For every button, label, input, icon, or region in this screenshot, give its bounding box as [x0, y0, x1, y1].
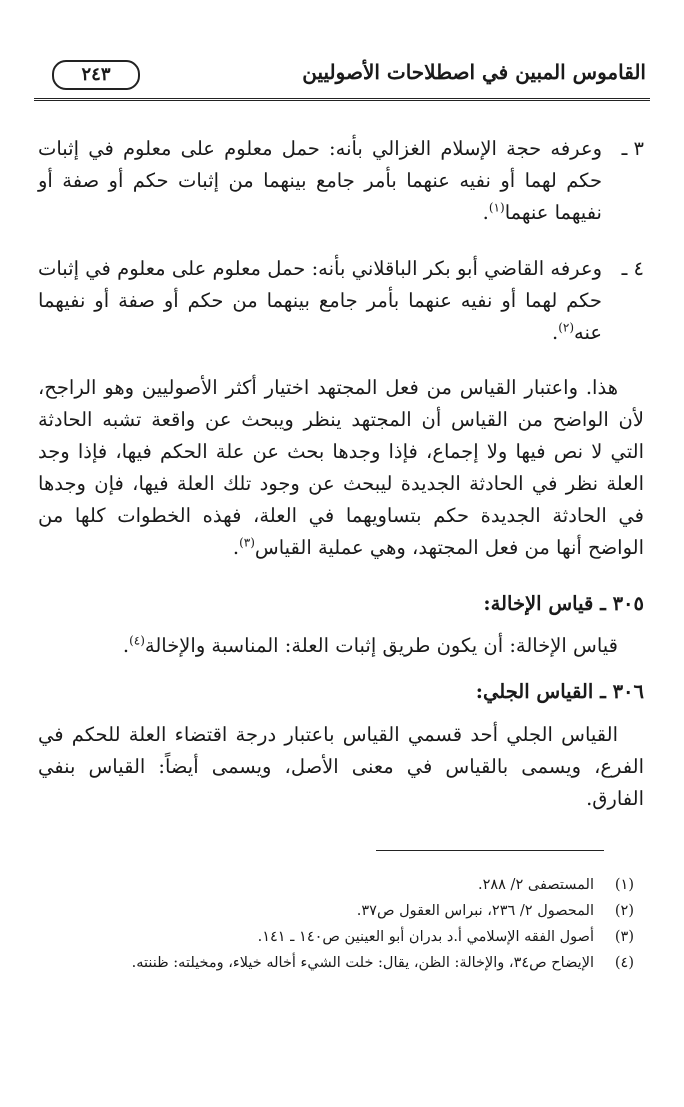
footnote-number: (٤): [614, 955, 634, 971]
footnotes: [50, 872, 634, 976]
footnote: [50, 924, 634, 950]
item-number: ٣ ـ: [621, 137, 644, 160]
footnote-number: (٢): [614, 903, 634, 919]
section-heading-306: ٣٠٦ ـ القياس الجلي:: [475, 680, 644, 703]
footnote-separator: [376, 850, 604, 851]
section-heading-305: ٣٠٥ ـ قياس الإخالة:: [483, 592, 644, 615]
section-305-text: قياس الإخالة: أن يكون طريق إثبات العلة: المناسبة والإخالة$^{(٤)}$.: [122, 633, 618, 657]
footnote: [50, 898, 634, 924]
footnote-marker: (٣): [239, 535, 255, 550]
footnote-marker: (٢): [558, 320, 575, 335]
footnote-marker: (٤): [129, 633, 145, 648]
page-number-badge: [52, 60, 140, 90]
footnote-text: الإيضاح ص٣٤، والإخالة: الظن، يقال: خلت الشيء أخاله خيلاء، ومخيلته: ظننته.: [131, 955, 594, 971]
definition-item-3: [38, 133, 644, 229]
footnote-marker: (١): [488, 200, 505, 215]
item-number: ٤ ـ: [621, 257, 644, 280]
running-title: القاموس المبين في اصطلاحات الأصوليين: [302, 60, 646, 84]
footnote-text: أصول الفقه الإسلامي أ.د بدران أبو العينين ص١٤٠ ـ ١٤١.: [257, 929, 594, 945]
footnote-text: المستصفى ٢/ ٢٨٨.: [477, 877, 594, 893]
item-text: وعرفه القاضي أبو بكر الباقلاني بأنه: حمل معلوم على معلوم في إثبات حكم لهما أو نفيه عنهما بأمر جامع بينهما من حكم أو صفة أو نفيهما عنه$^{(٢)}$.: [38, 257, 602, 344]
main-paragraph: هذا. واعتبار القياس من فعل المجتهد اختيار أكثر الأصوليين وهو الراجح، لأن الواضح من القياس أن المجتهد ينظر ويبحث عن واقعة تشبه الحادثة التي لا نص فيها ولا إجماع، فإذا وجدها بحث عن علة الحكم فيها، فإذا وجد العلة نظر في الحادثة الجديدة ليبحث عن وجود تلك العلة فيها، فإن وجدها في الحادثة الجديدة حكم بتساويهما في العلة، فهذه الخطوات كلها من الواضح أنها من فعل المجتهد، وهي عملية القياس$^{(٣)}$.: [38, 376, 644, 559]
definition-item-4: [38, 253, 644, 349]
item-text: وعرفه حجة الإسلام الغزالي بأنه: حمل معلوم على معلوم في إثبات حكم لهما أو نفيه عنهما بأمر جامع بينهما من إثبات حكم أو صفة أو نفيهما عنهما$^{(١)}$.: [38, 137, 602, 224]
footnote: [50, 950, 634, 976]
footnote-text: المحصول ٢/ ٢٣٦، نبراس العقول ص٣٧.: [356, 903, 594, 919]
footnote: [50, 872, 634, 898]
page-number: ٢٤٣: [81, 64, 111, 85]
section-306-text: القياس الجلي أحد قسمي القياس باعتبار درجة اقتضاء العلة للحكم في الفرع، ويسمى بالقياس في معنى الأصل، ويسمى أيضاً: القياس بنفي الفارق.: [38, 723, 644, 810]
footnote-number: (٣): [614, 929, 634, 945]
page-header: [34, 54, 650, 101]
footnote-number: (١): [614, 877, 634, 893]
